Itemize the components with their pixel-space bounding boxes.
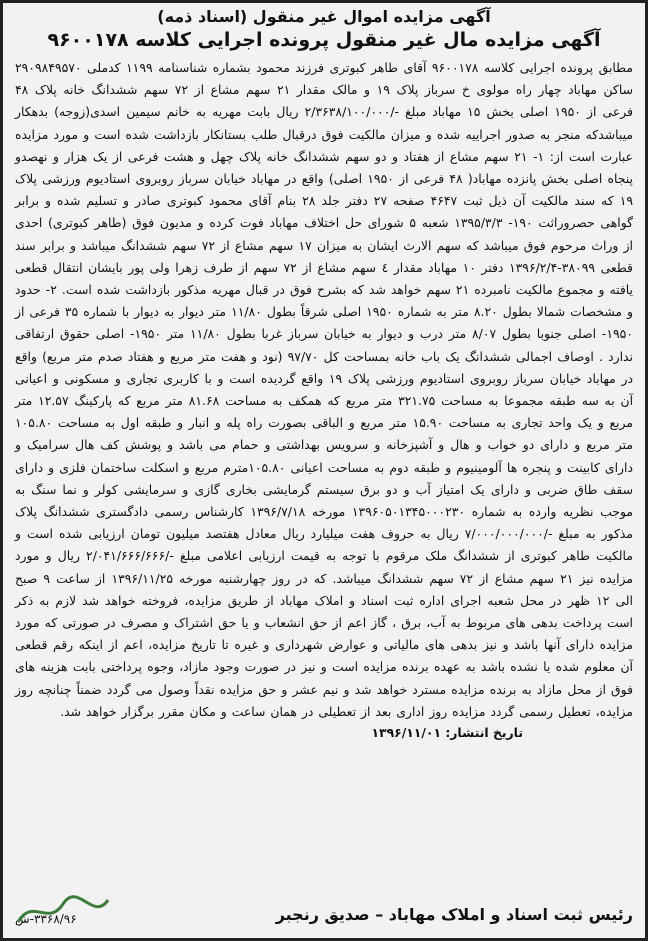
notice-title: آگهی مزایده اموال غیر منقول (اسناد ذمه) — [157, 7, 491, 26]
reference-number: ۳۳۶۸/۹۶-ش — [15, 912, 77, 926]
publication-date: تاریخ انتشار: ۱۳۹۶/۱۱/۰۱ — [371, 725, 523, 741]
notice-subtitle: آگهی مزایده مال غیر منقول پرونده اجرایی کلاسه ۹۶۰۰۱۷۸ — [47, 29, 601, 51]
signature: رئیس ثبت اسناد و املاک مهاباد – صدیق رنجبر — [275, 905, 633, 924]
handwritten-mark — [13, 892, 133, 932]
notice-body: مطابق پرونده اجرایی کلاسه ۹۶۰۰۱۷۸ آقای طاهر کبوتری فرزند محمود بشماره شناسنامه ۱۱۹۹ کدملی ۲۹۰۹۸۴۹۵۷۰ ساکن مهاباد چهار راه مولوی خ سرباز پلاک ۱۹ و مالک مقدار ۲۱ سهم مشاع از ۷۲ سهم ششدانگ خانه پلاک ۴۸ فرعی از ۱۹۵۰ اصلی بخش ۱۵ مهاباد مبلغ -/۲/۳۶۳۸/۱۰۰/۰۰۰ ریال بابت مهریه به خانم سیمین اسدی(زوجه) بدهکار میباشدکه منجر به صدور اجراییه شده و میزان مالکیت فوق درقبال طلب بستانکار بازداشت شده است و مورد مزایده عبارت است از: ۱- ۲۱ سهم مشاع از هفتاد و دو سهم ششدانگ خانه پلاک چهل و هشت فرعی از یک هزار و نهصدو پنجاه اصلی بخش پانزده مهاباد( ۴۸ فرعی از ۱۹۵۰ اصلی) واقع در مهاباد خیابان سرباز روبروی استادیوم ورزشی پلاک ۱۹ که سند مالکیت آن ذیل ثبت ۴۶۴۷ صفحه ۲۷ دفتر جلد ۲۸ بنام آقای محمود کبوتری صادر و تسلیم شده و برابر گواهی حصروراثت ۱۹۰- ۱۳۹۵/۳/۳ شعبه ۵ شورای حل اختلاف مهاباد فوت کرده و مدیون فوق (طاهر کبوتری) احدی از وراث مرحوم فوق میباشد که سهم الارث ایشان به میزان ۱۷ سهم مشاع از ۷۲ سهم ششدانگ میباشد و برابر سند قطعی ۳۸۰۹۹-۱۳۹۶/۲/۴ دفتر ۱۰ مهاباد مقدار ٤ سهم مشاع از ۷۲ سهم از طرف زهرا ولی پور بایشان انتقال قطعی یافته و مجموع مالکیت نامبرده ۲۱ سهم خواهد شد که بشرح فوق در قبال مهریه مذکور بازداشت شده است. ۲- حدود و مشخصات شمالا بطول ۸.۲۰ متر به شماره ۱۹۵۰ اصلی شرقاً بطول ۱۱/۸۰ متر دیوار به دیوار با شماره ۳۵ فرعی از ۱۹۵۰- اصلی جنوبا بطول ۸/۰۷ متر درب و دیوار به خیابان سرباز غربا بطول ۱۱/۸۰ متر ۱۹۵۰- اصلی حقوق ارتفاقی ندارد . اوصاف اجمالی ششدانگ یک باب خانه بمساحت کل ۹۷/۷۰ (نود و هفت متر مربع و هفتاد صدم متر مربع) واقع در مهاباد خیابان سرباز روبروی استادیوم ورزشی پلاک ۱۹ واقع گردیده است و با کاربری تجاری و مسکونی و اعیانی آن به سه طبقه مجموعا به مساحت ۳۲۱.۷۵ متر مربع که همکف به مساحت ۸۱.۶۸ متر مربع که پارکینگ ۱۲.۵۷ متر مربع و یک واحد تجاری به مساحت ۱۵.۹۰ متر مربع و الباقی بصورت راه پله و انبار و طبقه اول به مساحت ۱۰۵.۸۰ متر مربع و دارای دو خواب و هال و آشپزخانه و سرویس بهداشتی و حمام می باشد و پوشش کف هال سرامیک و دارای کابینت و پنجره ها آلومینیوم و طبقه دوم به مساحت اعیانی ۱۰۵.۸۰مترم مربع و اسکلت ساختمان فلزی و دارای سقف طاق ضربی و دارای یک امتیاز آب و دو برق سیستم گرمایشی بخاری گازی و سرمایشی کولر و نما سنگ به موجب نظریه وارده به شماره ۱۳۹۶۰۵۰۱۳۴۵۰۰۰۲۳۰ مورخه ۱۳۹۶/۷/۱۸ کارشناس رسمی دادگستری ششدانگ پلاک مذکور به مبلغ -/۷/۰۰۰/۰۰۰/۰۰۰ ریال به حروف هفت میلیارد ریال معادل هفتصد میلیون تومان ارزیابی شده است و مالکیت طاهر کبوتری از ششدانگ ملک مرقوم با توجه به قیمت ارزیابی اعلامی مبلغ -/۲/۰۴۱/۶۶۶/۶۶۶ ریال و مورد مزایده نیز ۲۱ سهم مشاع از ۷۲ سهم ششدانگ میباشد. که در روز چهارشنبه مورخه ۱۳۹۶/۱۱/۲۵ از ساعت ۹ صبح الی ۱۲ ظهر در محل شعبه اجرای اداره ثبت اسناد و املاک مهاباد از طریق مزایده، فروخته خواهد شد لازم به ذکر است پرداخت بدهی های مربوط به آب، برق ، گاز اعم از حق انشعاب و یا حق اشتراک و مصرف در صورتی که مورد مزایده دارای آنها باشد و نیز بدهی های مالیاتی و عوارض شهرداری و غیره تا تاریخ مزایده، اعم از اینکه رقم قطعی آن معلوم شده یا نشده باشد به عهده برنده مزایده است و نیز در صورت وجود مازاد، وجوه پرداختی بابت هزینه های فوق از محل مازاد به برنده مزایده مسترد خواهد شد و نیم عشر و حق مزایده نقداً وصول می گردد ضمناً چنانچه روز مزایده، تعطیل رسمی گردد مزایده روز اداری بعد از تعطیلی در همان ساعت و مکان مقرر برگزار خواهد شد. — [15, 60, 634, 719]
